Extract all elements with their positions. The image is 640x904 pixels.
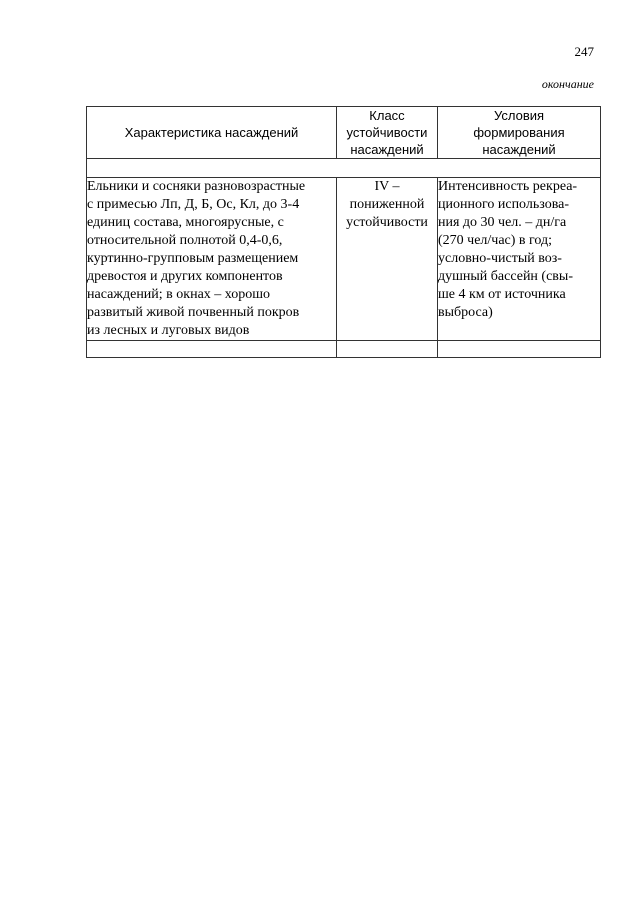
- text-line: устойчивости: [346, 215, 428, 230]
- text-line: ния до 30 чел. – дн/га: [438, 215, 567, 230]
- header-stability-class: [337, 107, 438, 159]
- text-line: условно-чистый воз-: [438, 251, 562, 266]
- table-spacer-row: [87, 159, 601, 178]
- text-line: насаждений; в окнах – хорошо: [87, 287, 271, 302]
- cell-stability-class: [337, 178, 438, 341]
- text-line: из лесных и луговых видов: [87, 323, 250, 338]
- spacer-cell: [87, 341, 337, 358]
- header-line: Характеристика насаждений: [124, 125, 299, 140]
- spacer-cell: [87, 159, 601, 178]
- cell-conditions: [438, 178, 601, 341]
- header-characteristic: [87, 107, 337, 159]
- header-line: устойчивости: [346, 125, 428, 140]
- continuation-label: окончание: [541, 77, 594, 91]
- text-line: с примесью Лп, Д, Б, Ос, Кл, до 3-4: [87, 197, 300, 212]
- text-line: развитый живой почвенный покров: [87, 305, 300, 320]
- text-line: IV –: [374, 179, 400, 194]
- stability-table: [86, 106, 601, 358]
- text-line: древостоя и других компонентов: [87, 269, 283, 284]
- text-line: относительной полнотой 0,4-0,6,: [87, 233, 283, 248]
- header-line: насаждений: [482, 142, 556, 157]
- text-line: куртинно-групповым размещением: [87, 251, 299, 266]
- text-line: душный бассейн (свы-: [438, 269, 573, 284]
- text-line: (270 чел/час) в год;: [438, 233, 553, 248]
- text-line: единиц состава, многоярусные, с: [87, 215, 284, 230]
- text-line: Интенсивность рекреа-: [438, 179, 578, 194]
- header-line: Класс: [369, 108, 405, 123]
- table-header-row: [87, 107, 601, 159]
- text-line: ционного использова-: [438, 197, 569, 212]
- spacer-cell: [438, 341, 601, 358]
- header-conditions: [438, 107, 601, 159]
- spacer-cell: [337, 341, 438, 358]
- table-row: [87, 178, 601, 341]
- header-line: формирования: [473, 125, 565, 140]
- table-spacer-row: [87, 341, 601, 358]
- cell-characteristic: [87, 178, 337, 341]
- header-line: Условия: [493, 108, 545, 123]
- header-line: насаждений: [350, 142, 424, 157]
- text-line: ше 4 км от источника: [438, 287, 566, 302]
- text-line: Ельники и сосняки разновозрастные: [87, 179, 306, 194]
- page-number: 247: [574, 44, 594, 59]
- text-line: пониженной: [349, 197, 425, 212]
- text-line: выброса): [438, 305, 493, 320]
